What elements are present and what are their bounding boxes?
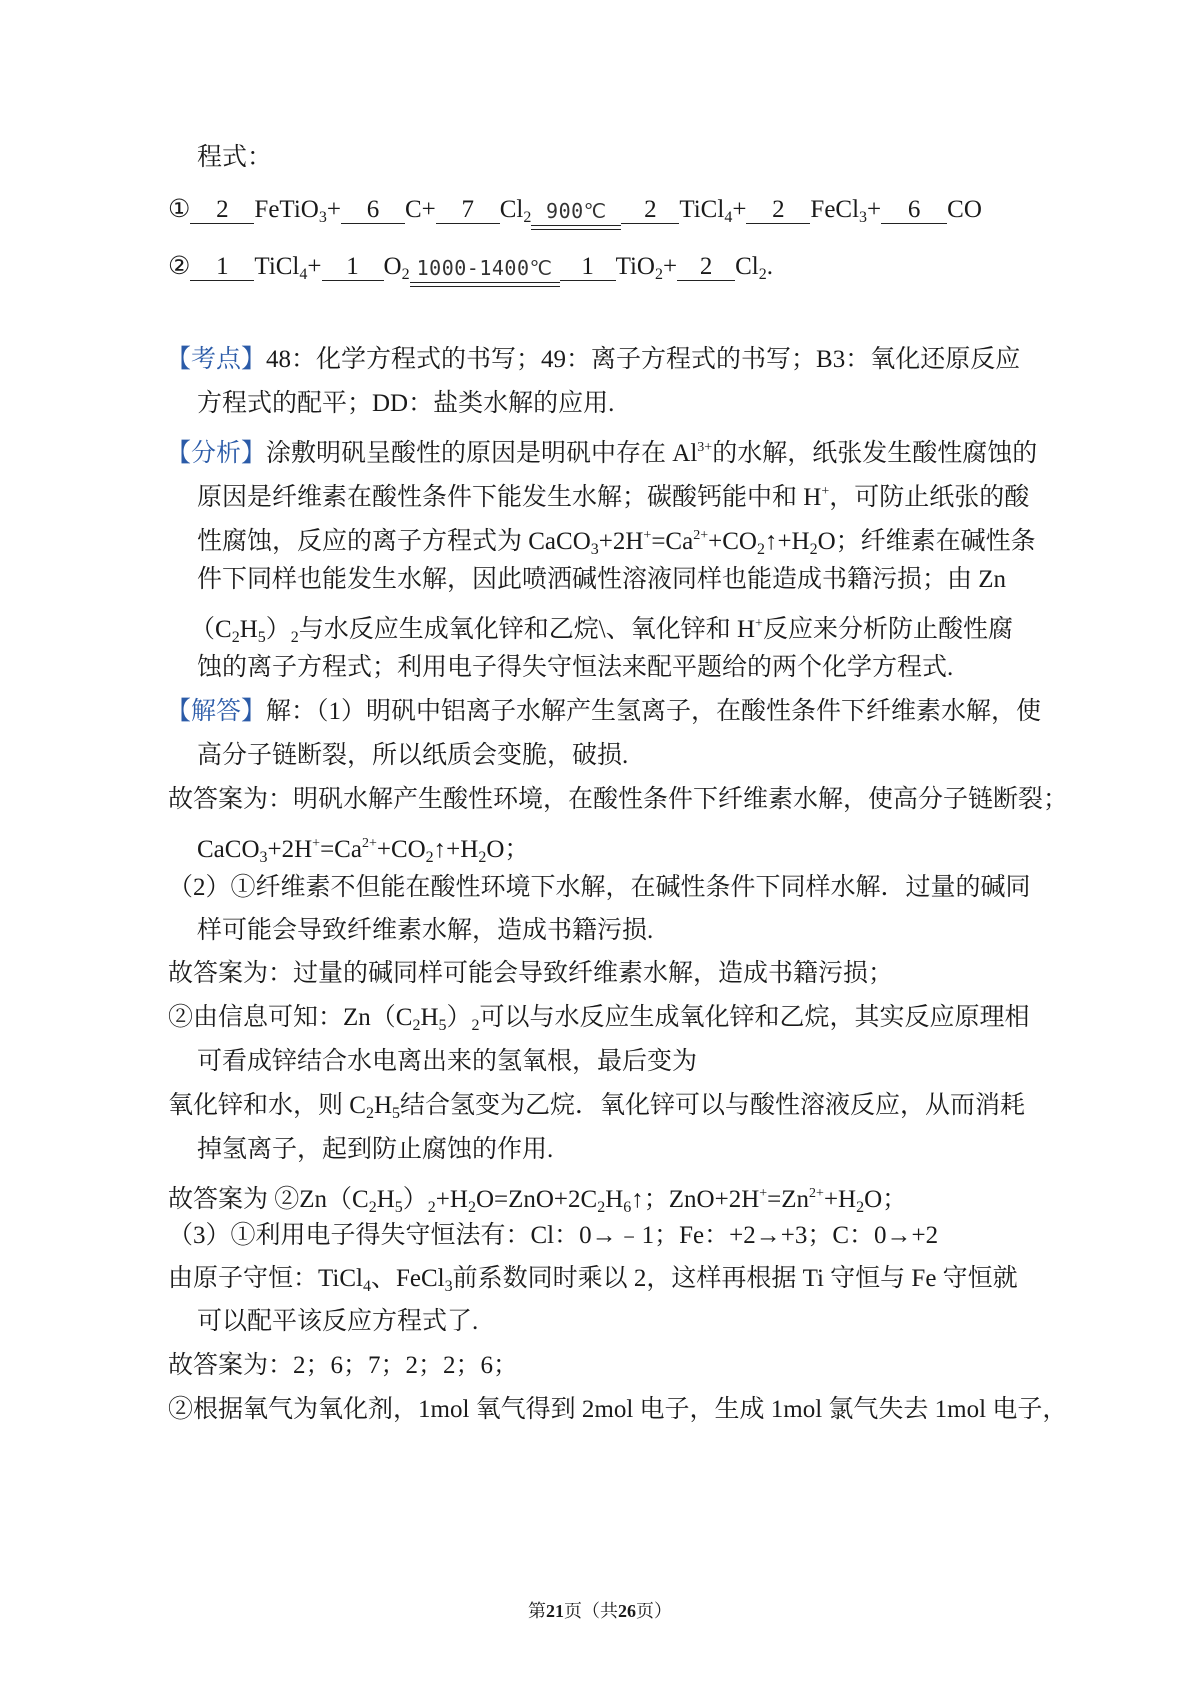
part-4-line-2: 由原子守恒：TiCl$_4$、FeCl$_3$前系数同时乘以 2，这样再根据 Ti 守恒与 Fe 守恒就 bbox=[168, 1265, 1018, 1295]
part-2-line-2: 样可能会导致纤维素水解，造成书籍污损. bbox=[197, 917, 654, 944]
eq1-coef-1: 2 bbox=[190, 197, 254, 224]
kaodian-tag: 【考点】 bbox=[166, 346, 267, 373]
eq1-coef-5: 2 bbox=[746, 197, 810, 224]
fenxi-line-6: 蚀的离子方程式；利用电子得失守恒法来配平题给的两个化学方程式. bbox=[197, 654, 954, 681]
fenxi-line-4: 件下同样也能发生水解，因此喷洒碱性溶液同样也能造成书籍污损；由 Zn bbox=[197, 566, 1007, 593]
answer-4: 故答案为：2；6；7；2；2；6； bbox=[168, 1352, 519, 1379]
eq1-reaction-condition: 900℃ bbox=[531, 225, 621, 234]
eq1-term-1: FeTiO$_3$+ bbox=[254, 196, 341, 226]
eq2-coef-3: 1 bbox=[560, 254, 616, 281]
part-4-line-1: （3）①利用电子得失守恒法有：Cl：0→﹣1；Fe：+2→+3；C：0→+2 bbox=[168, 1222, 939, 1249]
eq2-term-3: TiO$_2$+ bbox=[615, 253, 678, 283]
eq2-coef-2: 1 bbox=[322, 254, 384, 281]
answer-2: 故答案为：过量的碱同样可能会导致纤维素水解，造成书籍污损； bbox=[168, 960, 894, 987]
part-3-line-4: 掉氢离子，起到防止腐蚀的作用. bbox=[197, 1136, 554, 1163]
page-footer: 第21页（共26页） bbox=[528, 1601, 672, 1621]
eq2-reaction-condition: 1000-1400℃ bbox=[410, 282, 560, 291]
eq1-coef-2: 6 bbox=[341, 197, 405, 224]
fenxi-line-5: $(C_2H_5)_2$与水反应生成氧化锌和乙烷\、氧化锌和 H+反应来分析防止酸性腐 bbox=[190, 616, 1013, 646]
part-2-line-1: （2）①纤维素不但能在酸性环境下水解，在碱性条件下同样水解．过量的碱同 bbox=[168, 874, 1031, 901]
answer-1-equation: $CaCO_3+2H^+=Ca^{2+}+CO_2↑+H_2O$； bbox=[197, 836, 530, 866]
eq1-term-3: $Cl_2$ bbox=[499, 196, 532, 226]
answer-3: 故答案为 $②Zn(C_2H_5)_2+H_2O=ZnO+2C_2H_6↑$；$ZnO+2H^+=Zn^{2+}+H_2O$； bbox=[168, 1186, 908, 1216]
eq2-coef-1: 1 bbox=[190, 254, 254, 281]
part-5-line-1: ②根据氧气为氧化剂，1mol 氧气得到 2mol 电子，生成 1mol 氯气失去 1mol 电子， bbox=[168, 1396, 1068, 1423]
eq1-term-2: C+ bbox=[404, 196, 436, 223]
part-3-line-2: 可看成锌结合水电离出来的氢氧根，最后变为 bbox=[197, 1048, 698, 1075]
eq2-term-1: TiCl$_4$+ bbox=[254, 253, 322, 283]
eq1-coef-4: 2 bbox=[621, 197, 679, 224]
fenxi-line-2: 原因是纤维素在酸性条件下能发生水解；碳酸钙能中和 H+，可防止纸张的酸 bbox=[197, 484, 1030, 511]
eq2-coef-4: 2 bbox=[677, 254, 735, 281]
eq2-term-2: $O_2$ bbox=[383, 253, 410, 283]
part-4-line-3: 可以配平该反应方程式了. bbox=[197, 1308, 479, 1335]
equation-1 bbox=[168, 194, 982, 234]
jieda-tag: 【解答】 bbox=[166, 698, 267, 725]
part-3-line-1: ②由信息可知：$Zn(C_2H_5)_2$可以与水反应生成氧化锌和乙烷，其实反应原理相 bbox=[168, 1004, 1030, 1034]
fenxi-line-1: 【分析】涂敷明矾呈酸性的原因是明矾中存在 $Al^{3+}$的水解，纸张发生酸性腐蚀的 bbox=[166, 440, 1038, 467]
eq1-term-6: CO bbox=[947, 196, 982, 223]
part-3-line-3: 氧化锌和水，则 $C_2H_5$结合氢变为乙烷．氧化锌可以与酸性溶液反应，从而消耗 bbox=[168, 1092, 1026, 1122]
eq1-term-4: TiCl$_4$+ bbox=[679, 196, 747, 226]
kaodian-line-2: 方程式的配平；DD：盐类水解的应用. bbox=[197, 390, 615, 417]
eq2-number: ② bbox=[168, 253, 191, 280]
eq2-term-4: $Cl_2$. bbox=[735, 253, 773, 283]
eq1-coef-3: 7 bbox=[436, 197, 500, 224]
fenxi-tag: 【分析】 bbox=[166, 440, 267, 467]
page-total: 26 bbox=[618, 1601, 636, 1621]
jieda-line-1: 【解答】解：（1）明矾中铝离子水解产生氢离子，在酸性条件下纤维素水解，使 bbox=[166, 698, 1042, 725]
jieda-line-2: 高分子链断裂，所以纸质会变脆，破损. bbox=[197, 742, 629, 769]
fenxi-line-3: 性腐蚀，反应的离子方程式为 $CaCO_3+2H^+=Ca^{2+}+CO_2↑+H_2O$；纤维素在碱性条 bbox=[197, 528, 1036, 558]
eq1-term-5: FeCl$_3$+ bbox=[810, 196, 882, 226]
eq1-coef-6: 6 bbox=[881, 197, 947, 224]
eq-header: 程式： bbox=[197, 144, 273, 171]
answer-1: 故答案为：明矾水解产生酸性环境，在酸性条件下纤维素水解，使高分子链断裂； bbox=[168, 786, 1069, 813]
page-number: 21 bbox=[546, 1601, 564, 1621]
kaodian-line-1: 【考点】48：化学方程式的书写；49：离子方程式的书写；B3：氧化还原反应 bbox=[166, 346, 1021, 373]
equation-2 bbox=[168, 251, 773, 291]
eq1-number: ① bbox=[168, 196, 191, 223]
